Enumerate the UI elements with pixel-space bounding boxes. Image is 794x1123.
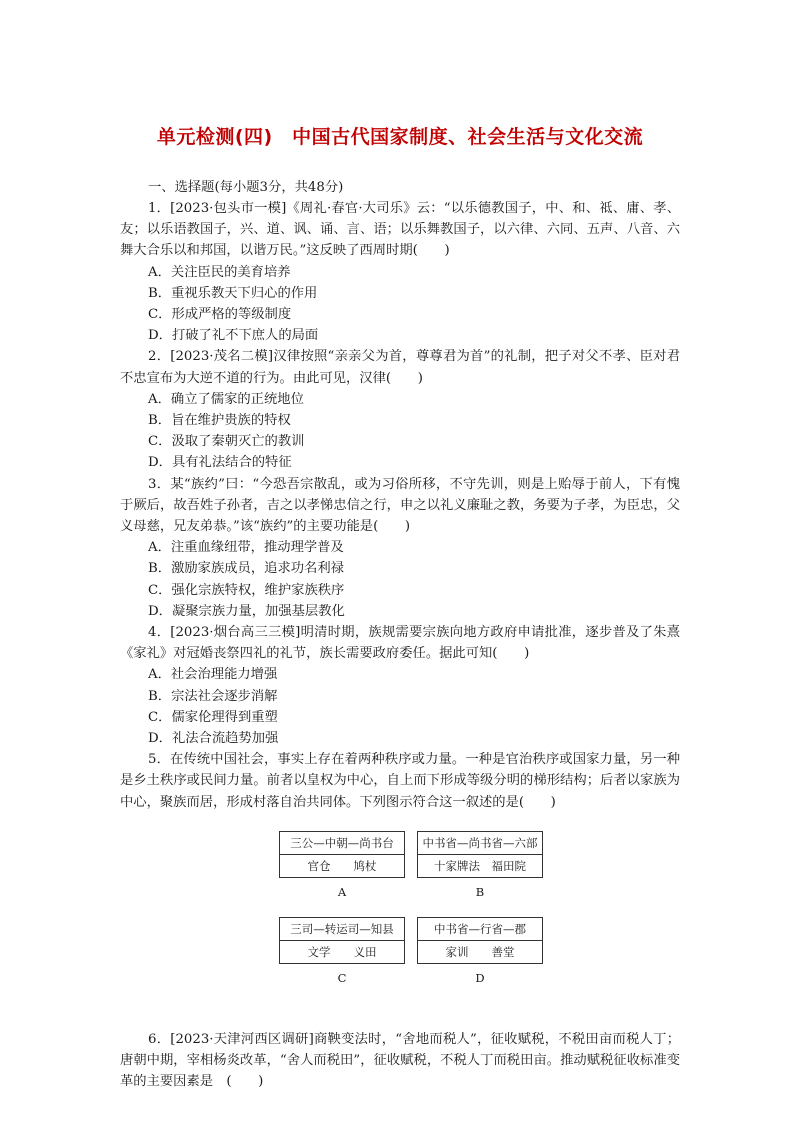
figure-box-a xyxy=(279,831,405,878)
figure-box-b-top: 中书省—尚书省—六部 xyxy=(418,832,542,855)
figure-box-b xyxy=(417,831,543,878)
question-2-option-d: D．具有礼法结合的特征 xyxy=(148,455,292,471)
figure-box-c-top: 三司—转运司—知县 xyxy=(280,918,404,941)
figure-box-d-bottom: 家训 善堂 xyxy=(445,944,515,959)
question-5-stem: 5．在传统中国社会，事实上存在着两种秩序或力量。一种是官治秩序或国家力量，另一种是乡土秩序或民间力量。前者以皇权为中心，自上而下形成等级分明的梯形结构；后者以家族为中心，聚族而居，形成村落自治共同体。下列图示符合这一叙述的是( ) xyxy=(120,752,680,810)
figure-box-a-top: 三公—中朝—尚书台 xyxy=(280,832,404,855)
page-title: 单元检测(四) 中国古代国家制度、社会生活与文化交流 xyxy=(156,126,644,148)
question-3-option-a: A．注重血缘纽带，推动理学普及 xyxy=(148,540,344,556)
question-3-stem: 3．某“族约”曰：“今恐吾宗散乱，或为习俗所移，不守先训，则是上贻辱于前人，下有愧于厥后，故吾姓子孙者，吉之以孝悌忠信之行，申之以礼义廉耻之教，务要为子孝，为臣忠，父义母慈，兄友弟恭。”该“族约”的主要功能是( ) xyxy=(120,476,680,535)
section-heading: 一、选择题(每小题3分，共48分) xyxy=(148,180,344,195)
question-1-option-b: B．重视乐教天下归心的作用 xyxy=(148,285,318,301)
question-2-option-a: A．确立了儒家的正统地位 xyxy=(148,391,304,407)
question-2-option-b: B．旨在维护贵族的特权 xyxy=(148,413,291,429)
question-2-option-c: C．汲取了秦朝灭亡的教训 xyxy=(148,434,305,450)
question-4-option-c: C．儒家伦理得到重塑 xyxy=(148,709,278,725)
figure-label-c: C xyxy=(337,970,347,985)
question-4-option-a: A．社会治理能力增强 xyxy=(148,667,278,683)
question-6-stem: 6．[2023·天津河西区调研]商鞅变法时，“舍地而税人”，征收赋税，不税田亩而税人丁；唐朝中期，宰相杨炎改革，“舍人而税田”，征收赋税，不税人丁而税田亩。推动赋税征收标准变革的主要因素是 ( ) xyxy=(120,1031,680,1090)
figure-label-a: A xyxy=(337,884,347,899)
question-5-figure xyxy=(120,817,680,1027)
question-1-option-a: A．关注臣民的美育培养 xyxy=(148,264,291,280)
figure-box-a-bottom: 官仓 鸠杖 xyxy=(307,858,377,873)
question-4-option-b: B．宗法社会逐步消解 xyxy=(148,688,278,704)
figure-label-d: D xyxy=(475,970,485,985)
document-page xyxy=(120,118,680,1093)
figure-box-c-bottom: 文学 义田 xyxy=(307,944,377,959)
question-1-option-d: D．打破了礼不下庶人的局面 xyxy=(148,328,319,344)
figure-box-d-top: 中书省—行省—郡 xyxy=(418,918,542,941)
figure-box-d xyxy=(417,917,543,964)
question-4-option-d: D．礼法合流趋势加强 xyxy=(148,731,279,747)
question-1-stem: 1．[2023·包头市一模]《周礼·春官·大司乐》云：“以乐德教国子，中、和、祗、庸、孝、友；以乐语教国子，兴、道、讽、诵、言、语；以乐舞教国子，以六律、六同、五声、八音、六舞大合乐以和邦国，以谐万民。”这反映了西周时期( ) xyxy=(120,201,680,259)
question-3-option-c: C．强化宗族特权，维护家族秩序 xyxy=(148,582,345,598)
figure-label-b: B xyxy=(475,884,485,899)
question-3-option-d: D．凝聚宗族力量，加强基层教化 xyxy=(148,603,345,619)
question-2-stem: 2．[2023·茂名二模]汉律按照“亲亲父为首，尊尊君为首”的礼制，把子对父不孝、臣对君不忠宣布为大逆不道的行为。由此可见，汉律( ) xyxy=(120,349,680,386)
figure-box-b-bottom: 十家牌法 福田院 xyxy=(434,858,526,873)
question-4-stem: 4．[2023·烟台高三三模]明清时期，族规需要宗族向地方政府申请批准，逐步普及了朱熹《家礼》对冠婚丧祭四礼的礼节，族长需要政府委任。据此可知( ) xyxy=(120,625,680,662)
question-1-option-c: C．形成严格的等级制度 xyxy=(148,307,292,323)
figure-box-c xyxy=(279,917,405,964)
question-3-option-b: B．激励家族成员，追求功名利禄 xyxy=(148,561,344,577)
